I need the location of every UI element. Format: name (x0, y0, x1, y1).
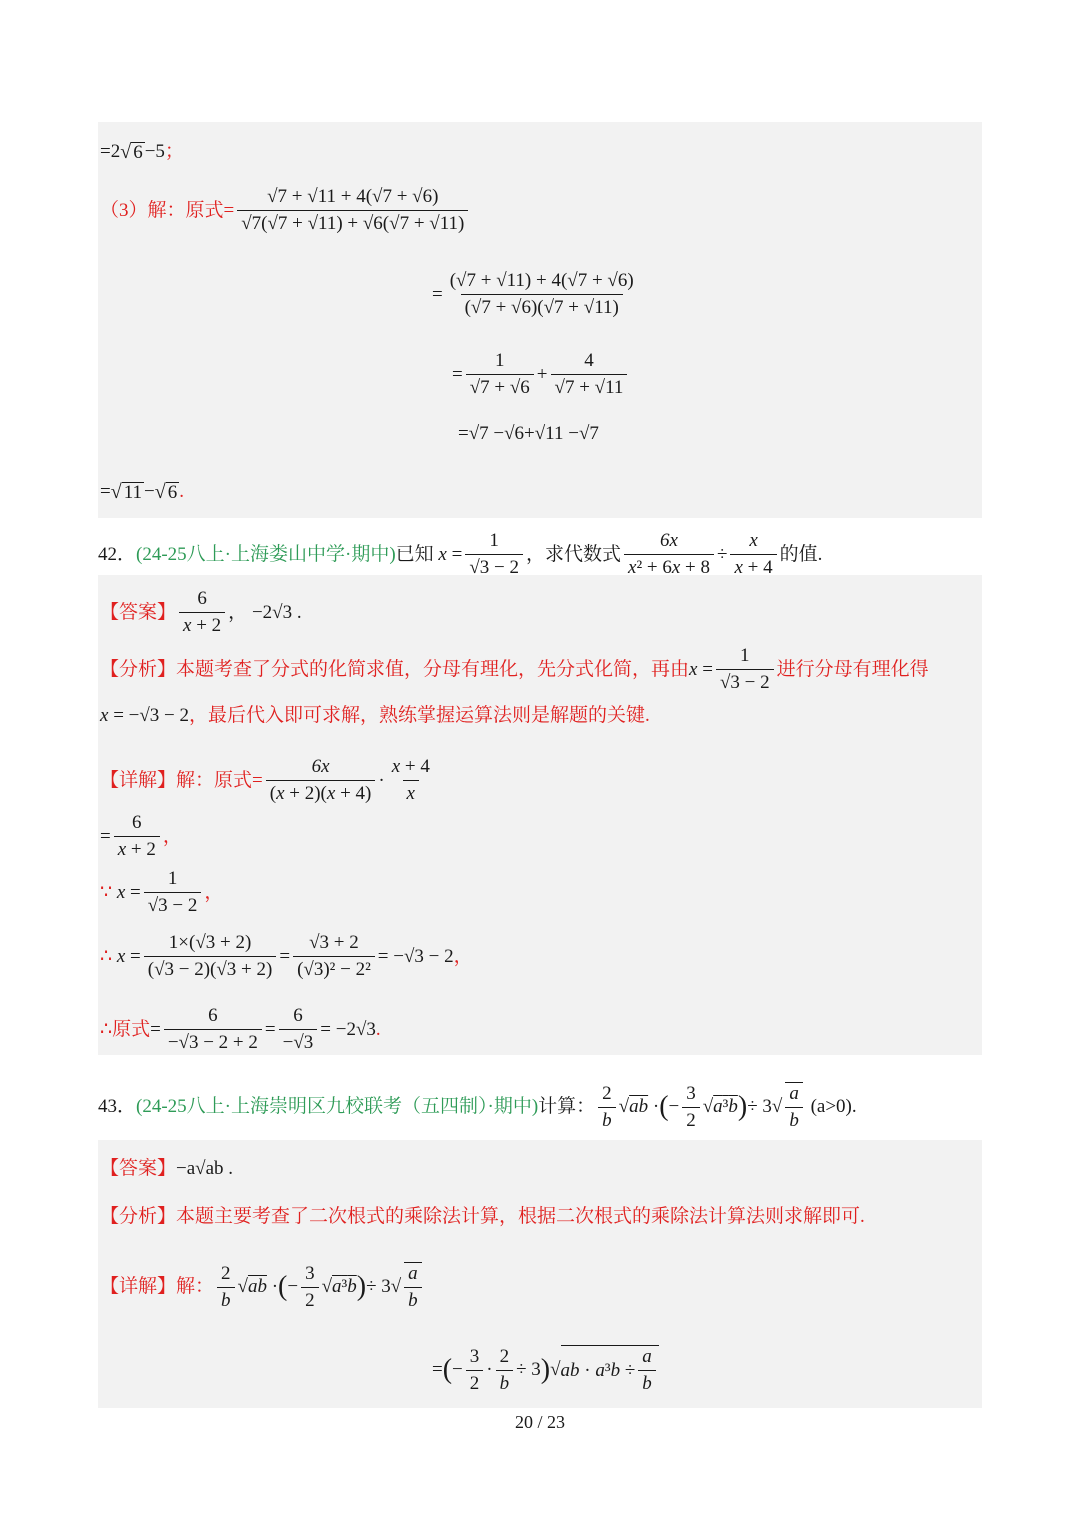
q42-source: (24-25八上·上海娄山中学·期中) (136, 543, 396, 565)
part3-line (100, 186, 471, 235)
a43-detail-1: 【详解】 解： $\frac{2}{b}$ √ab · ( − $\frac{3}{2}$ √a³b ) ÷ 3√ $\frac{a}{b}$ (100, 1262, 425, 1312)
analysis-tag-43: 【分析】 (100, 1206, 177, 1227)
prev-solution-block (98, 122, 982, 518)
q42-number: 42． (98, 543, 137, 565)
detail-tag: 【详解】 (100, 769, 177, 791)
part3-step2: = $\frac{(√7 + √11) + 4(√7 + √6)}{(√7 + √6)(√7 + √11)}$ (432, 270, 634, 318)
page-number: 20 / 23 (514, 1412, 565, 1432)
a43-answer: 【答案】 −a√ab . (100, 1158, 234, 1179)
part3-fraction: $\frac{√7 + √11 + 4(√7 + √6)}{√7(√7 + √11) + √6(√7 + √11)}$ (237, 186, 468, 235)
part3-step3: = $\frac{1}{√7 + √6}$ + $\frac{4}{√7 + √11}$ (452, 350, 630, 399)
q42-stem: 42． (24-25八上·上海娄山中学·期中) 已知 x = $\frac{1}{√3 - 2}$ ，求代数式 $\frac{6x}{\text{x² + 6x + 8}}$ ÷ $\frac{x}{x + 4}$ 的值. (98, 530, 823, 578)
prev-result-line: =2 √ 6 −5 ； (100, 141, 184, 163)
a42-detail-3: ∵ x = $\frac{1}{√3 - 2}$ ， (100, 868, 224, 916)
q43-source: (24-25八上·上海崇明区九校联考（五四制）·期中) (136, 1096, 539, 1117)
analysis-tag: 【分析】 (100, 658, 177, 680)
a42-analysis-1: 【分析】 本题考查了分式的化简求值，分母有理化，先分式化简，再由 x = $\frac{1}{√3 - 2}$ 进行分母有理化得 (100, 645, 929, 693)
q43-number: 43． (98, 1096, 137, 1117)
q43-stem: 43． (24-25八上·上海崇明区九校联考（五四制）·期中) 计算： $\frac{2}{b}$ √ab · ( − $\frac{3}{2}$ √a³b ) ÷ 3√ $\frac{a}{b}$ (a>0). (98, 1082, 857, 1131)
part3-label: （3）解：原式= (100, 199, 235, 221)
detail-tag-43: 【详解】 (100, 1276, 177, 1297)
a42-detail-2: = $\frac{6}{x + 2}$ ， (100, 812, 182, 860)
part3-step4: =√7 −√6+√11 −√7 (458, 423, 599, 444)
a42-detail-1: 【详解】 解：原式= $\frac{6x}{(x + 2)(x + 4)}$ · $\frac{x + 4}{x}$ (100, 756, 430, 804)
part3-final: = √ 11 − √ 6 . (100, 481, 184, 503)
a42-detail-4: ∴ x = $\frac{1\times(√3 + 2)}{(√3 - 2)(√3 + 2)}$ = $\frac{√3 + 2}{\text{(√3)² − 2²}}$ = −√3 − 2 ， (100, 932, 473, 980)
a42-answer: 【答案】 $\frac{6}{x + 2}$ ， −2√3 . (100, 588, 302, 636)
a43-detail-2: = ( − $\frac{3}{2}$ · $\frac{2}{b}$ ÷ 3 ) √ ab · a ³ b ÷ $\frac{a}{b}$ (432, 1345, 659, 1395)
answer-tag-43: 【答案】 (100, 1158, 177, 1179)
answer-tag: 【答案】 (100, 601, 177, 623)
a42-detail-5: ∴ 原式 = $\frac{6}{-√3 - 2 + 2}$ = $\frac{6}{-√3}$ = −2√3 . (100, 1005, 381, 1053)
a42-analysis-2: x = −√3 − 2 ，最后代入即可求解，熟练掌握运算法则是解题的关键. (100, 705, 650, 726)
a43-analysis: 【分析】 本题主要考查了二次根式的乘除法计算，根据二次根式的乘除法计算法则求解即可. (100, 1206, 865, 1227)
